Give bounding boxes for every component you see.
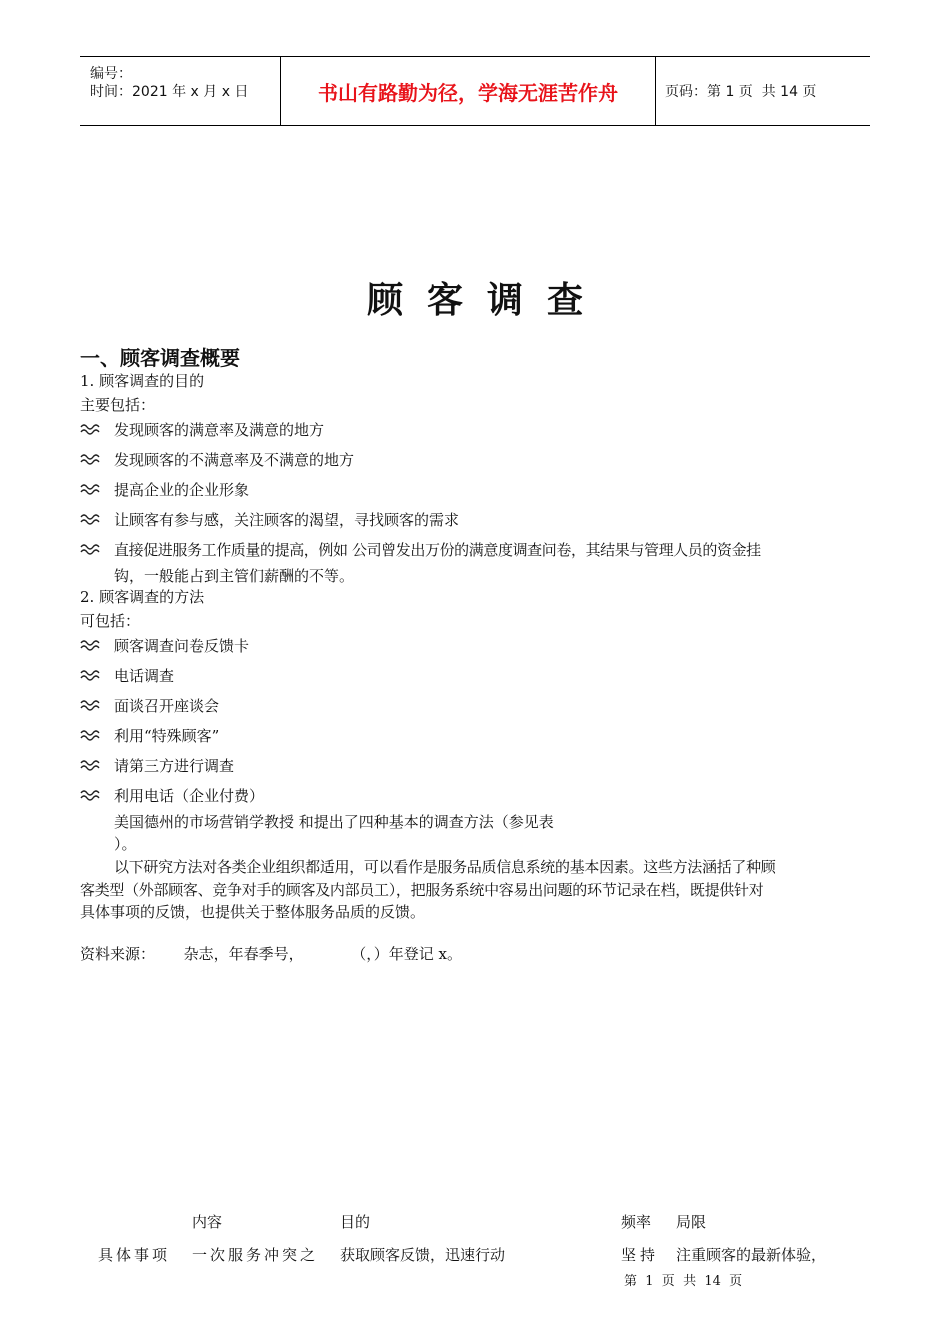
- table-cell: 注重顾客的最新体验，: [676, 1246, 827, 1264]
- table-cell: 具体事项: [98, 1246, 171, 1264]
- list-item: 发现顾客的不满意率及不满意的地方: [80, 450, 354, 470]
- bullet-icon: [80, 512, 102, 526]
- page-title: 顾客调查: [366, 279, 607, 321]
- paragraph-1-cont: ）。: [114, 835, 137, 853]
- header-divider: [655, 57, 656, 125]
- list-item: 让顾客有参与感，关注顾客的渴望，寻找顾客的需求: [80, 510, 459, 530]
- bullet-icon: [80, 542, 102, 556]
- page-footer: 第 1 页 共 14 页: [624, 1274, 743, 1289]
- bullet-icon: [80, 698, 102, 712]
- table-header-content: 内容: [192, 1213, 223, 1231]
- bullet-icon: [80, 758, 102, 772]
- list-item: 利用“特殊顾客”: [80, 726, 219, 746]
- bullet-icon: [80, 668, 102, 682]
- intro-text-2: 可包括：: [80, 612, 141, 630]
- page-header: [80, 56, 870, 126]
- bullet-icon: [80, 422, 102, 436]
- list-item: 提高企业的企业形象: [80, 480, 249, 500]
- bullet-icon: [80, 482, 102, 496]
- bullet-icon: [80, 452, 102, 466]
- table-cell: 坚持: [621, 1246, 660, 1264]
- source-note: 资料来源： 杂志，年春季号， （，）年登记 x。: [80, 945, 463, 963]
- list-item: 直接促进服务工作质量的提高，例如 公司曾发出万份的满意度调查问卷，其结果与管理人员的资金挂: [80, 540, 761, 560]
- list-item: 顾客调查问卷反馈卡: [80, 636, 249, 656]
- list-item: 利用电话（企业付费）: [80, 786, 264, 806]
- paragraph-2: 以下研究方法对各类企业组织都适用，可以看作是服务品质信息系统的基本因素。这些方法涵括了种顾: [114, 858, 776, 876]
- header-page-info: 页码：第 1 页 共 14 页: [665, 84, 817, 100]
- number-label: 编号：: [90, 66, 132, 82]
- table-header-purpose: 目的: [340, 1213, 371, 1231]
- bullet-icon: [80, 728, 102, 742]
- item-heading-2: 2. 顾客调查的方法: [80, 588, 205, 606]
- time-label: 时间：2021 年 x 月 x 日: [90, 84, 249, 100]
- item-heading-1: 1. 顾客调查的目的: [80, 372, 205, 390]
- header-motto: 书山有路勤为径，学海无涯苦作舟: [318, 80, 618, 105]
- paragraph-1: 美国德州的市场营销学教授 和提出了四种基本的调查方法（参见表: [114, 813, 554, 831]
- section-heading: 一、顾客调查概要: [80, 346, 240, 370]
- list-item-continuation: 钩，一般能占到主管们薪酬的不等。: [114, 567, 355, 585]
- paragraph-2-cont: 客类型（外部顾客、竞争对手的顾客及内部员工），把服务系统中容易出问题的环节记录在档，既提供针对: [80, 881, 764, 899]
- table-header-frequency: 频率: [621, 1213, 652, 1231]
- table-header-limit: 局限: [676, 1213, 707, 1231]
- list-item: 请第三方进行调查: [80, 756, 234, 776]
- table-cell: 获取顾客反馈，迅速行动: [340, 1246, 506, 1264]
- intro-text-1: 主要包括：: [80, 396, 156, 414]
- list-item: 发现顾客的满意率及满意的地方: [80, 420, 324, 440]
- header-meta: [80, 57, 280, 125]
- bullet-icon: [80, 638, 102, 652]
- bullet-icon: [80, 788, 102, 802]
- paragraph-2-cont: 具体事项的反馈，也提供关于整体服务品质的反馈。: [80, 903, 426, 921]
- list-item: 面谈召开座谈会: [80, 696, 219, 716]
- table-cell: 一次服务冲突之: [192, 1246, 319, 1264]
- list-item: 电话调查: [80, 666, 174, 686]
